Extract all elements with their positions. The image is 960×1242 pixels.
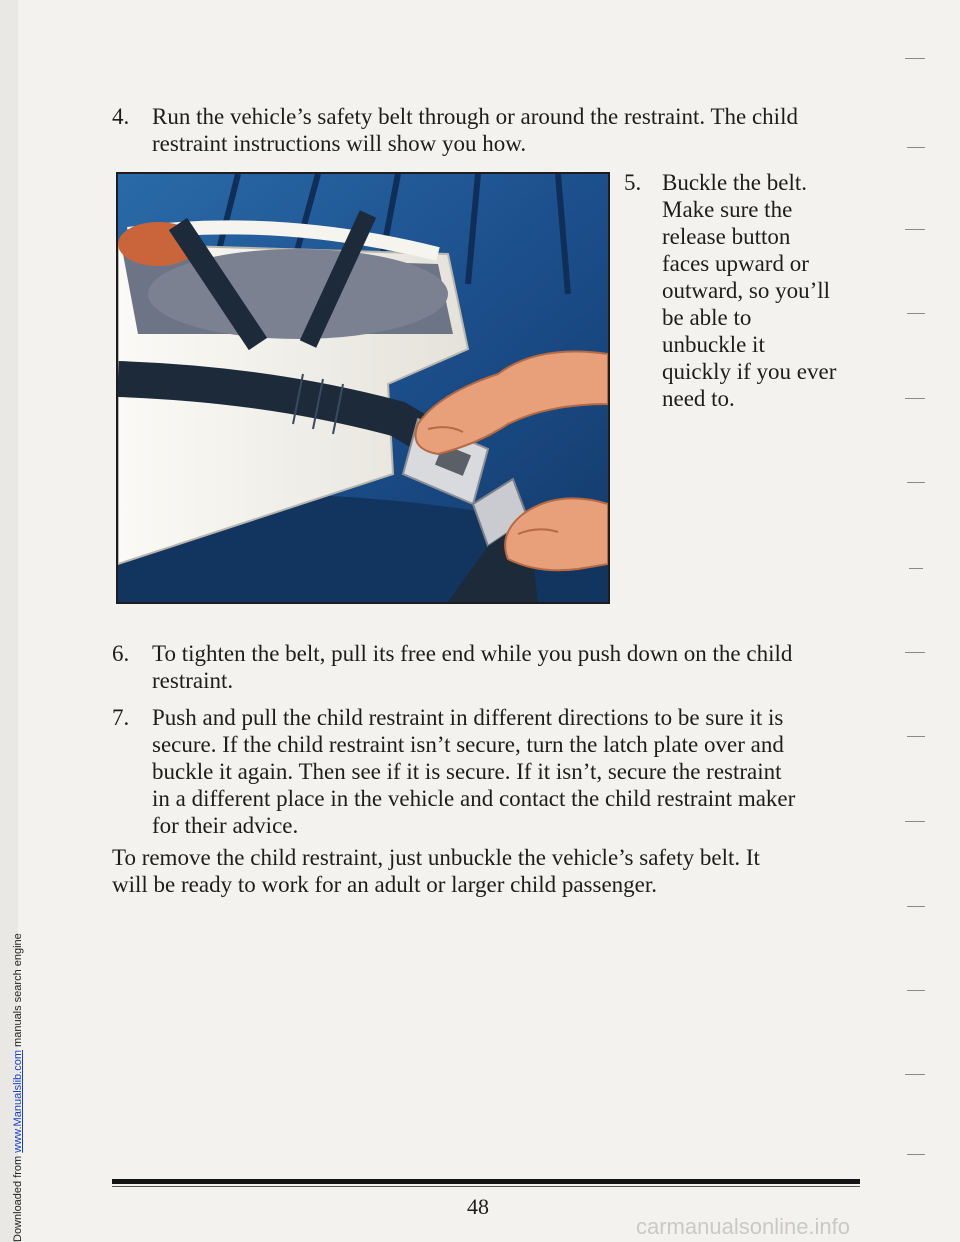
margin-tick-marks: [895, 0, 935, 1242]
step-line: secure. If the child restraint isn’t secure, turn the latch plate over and: [152, 732, 784, 757]
banner-suffix: manuals search engine: [12, 933, 24, 1047]
step-5: [624, 169, 854, 409]
tick-mark: [905, 1074, 925, 1075]
step-number: 6.: [112, 641, 130, 666]
tick-mark: [907, 990, 925, 991]
tick-mark: [905, 652, 925, 653]
step-text: [152, 704, 795, 839]
step-4: [112, 103, 872, 159]
tick-mark: [907, 1154, 925, 1155]
footer-rule-thin: [112, 1186, 860, 1187]
step-number: 5.: [624, 170, 642, 195]
step-line: Buckle the belt.: [662, 170, 807, 195]
step-line: need to.: [662, 386, 735, 411]
tick-mark: [905, 229, 925, 230]
step-line: Push and pull the child restraint in different directions to be sure it is: [152, 705, 784, 730]
tick-mark: [907, 313, 925, 314]
page-number: 48: [467, 1194, 489, 1219]
step-line: Run the vehicle’s safety belt through or around the restraint. The child: [152, 104, 798, 129]
tick-mark: [907, 906, 925, 907]
paragraph-line: To remove the child restraint, just unbuckle the vehicle’s safety belt. It: [112, 845, 760, 870]
child-restraint-buckle-illustration: [116, 172, 610, 604]
step-line: be able to: [662, 305, 752, 330]
step-text: [152, 640, 792, 694]
step-line: restraint instructions will show you how.: [152, 131, 527, 156]
step-line: for their advice.: [152, 813, 299, 838]
step-number: 4.: [112, 104, 130, 129]
site-watermark: carmanualsonline.info: [636, 1214, 851, 1239]
step-6: [112, 640, 872, 696]
step-line: release button: [662, 224, 791, 249]
tick-mark: [905, 398, 925, 399]
step-number: 7.: [112, 705, 130, 730]
tick-mark: [907, 736, 925, 737]
step-line: unbuckle it: [662, 332, 765, 357]
step-line: restraint.: [152, 668, 234, 693]
footer-rule: [112, 1179, 860, 1184]
step-line: in a different place in the vehicle and contact the child restraint maker: [152, 786, 796, 811]
step-7: [112, 704, 872, 844]
closing-paragraph: [112, 844, 832, 898]
tick-mark: [907, 147, 925, 148]
step-line: outward, so you’ll: [662, 278, 831, 303]
step-line: buckle it again. Then see if it is secure. If it isn’t, secure the restraint: [152, 759, 782, 784]
download-banner: [0, 0, 24, 1242]
tick-mark: [905, 58, 925, 59]
manualslib-link[interactable]: www.Manualslib.com: [12, 1050, 24, 1153]
tick-mark: [909, 568, 923, 569]
step-text: [152, 103, 798, 157]
step-text: [662, 169, 862, 412]
download-banner-text: [12, 933, 24, 1242]
tick-mark: [905, 821, 925, 822]
tick-mark: [907, 482, 925, 483]
step-line: quickly if you ever: [662, 359, 837, 384]
step-line: faces upward or: [662, 251, 809, 276]
banner-prefix: Downloaded from: [12, 1155, 24, 1242]
step-line: To tighten the belt, pull its free end while you push down on the child: [152, 641, 793, 666]
illustration-svg: [118, 174, 608, 602]
step-line: Make sure the: [662, 197, 793, 222]
paragraph-line: will be ready to work for an adult or larger child passenger.: [112, 872, 658, 897]
